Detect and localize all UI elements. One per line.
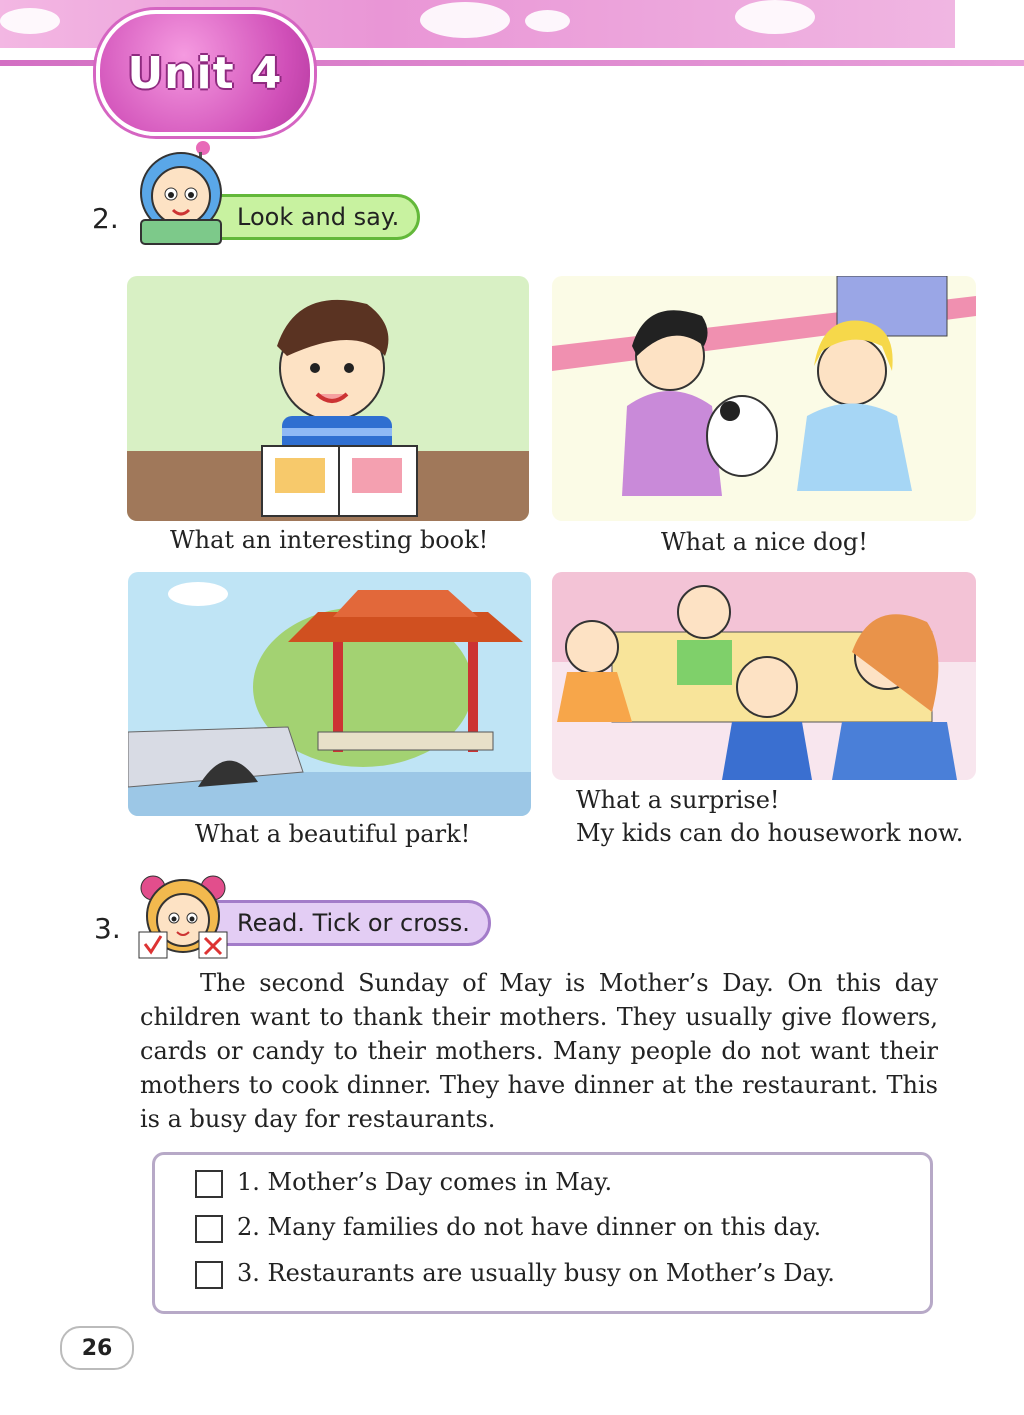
statement-row — [195, 1259, 835, 1289]
section-2-instruction: Look and say. — [178, 194, 420, 240]
section-3-instruction: Read. Tick or cross. — [178, 900, 491, 946]
cloud-decoration — [420, 2, 510, 38]
section-3-number: 3. — [94, 912, 121, 945]
picture-family-housework — [552, 572, 976, 780]
caption-surprise-line2: My kids can do housework now. — [576, 819, 964, 847]
caption-dog: What a nice dog! — [661, 528, 868, 556]
tick-checkbox[interactable] — [195, 1170, 223, 1198]
tick-checkbox[interactable] — [195, 1261, 223, 1289]
unit-badge — [96, 10, 314, 136]
page-number: 26 — [60, 1326, 134, 1370]
statement-text: 2. Many families do not have dinner on this day. — [237, 1213, 822, 1241]
statement-text: 3. Restaurants are usually busy on Mother’s Day. — [237, 1259, 835, 1287]
statement-row — [195, 1168, 612, 1198]
caption-park: What a beautiful park! — [195, 820, 471, 848]
cloud-decoration — [735, 0, 815, 34]
section-2-number: 2. — [92, 202, 119, 235]
caption-surprise-line1: What a surprise! — [576, 786, 780, 814]
tick-checkbox[interactable] — [195, 1215, 223, 1243]
statement-text: 1. Mother’s Day comes in May. — [237, 1168, 613, 1196]
picture-park — [128, 572, 531, 816]
passage-text: The second Sunday of May is Mother’s Day. On this day children want to thank their mothers. They usually give flowers, cards or candy to their mothers. Many people do not want their mothers to cook dinner. They have dinner at the restaurant. This is a busy day for restaurants. — [140, 969, 938, 1133]
cloud-decoration — [525, 10, 570, 32]
mascot-girl-icon — [135, 870, 231, 962]
cloud-decoration — [0, 8, 60, 34]
picture-boy-reading-book — [127, 276, 529, 521]
statement-row — [195, 1213, 821, 1243]
unit-title: Unit 4 — [127, 47, 283, 99]
caption-book: What an interesting book! — [170, 526, 489, 554]
picture-girls-with-dog — [552, 276, 976, 521]
reading-passage — [140, 966, 938, 1136]
mascot-boy-icon — [133, 138, 229, 250]
